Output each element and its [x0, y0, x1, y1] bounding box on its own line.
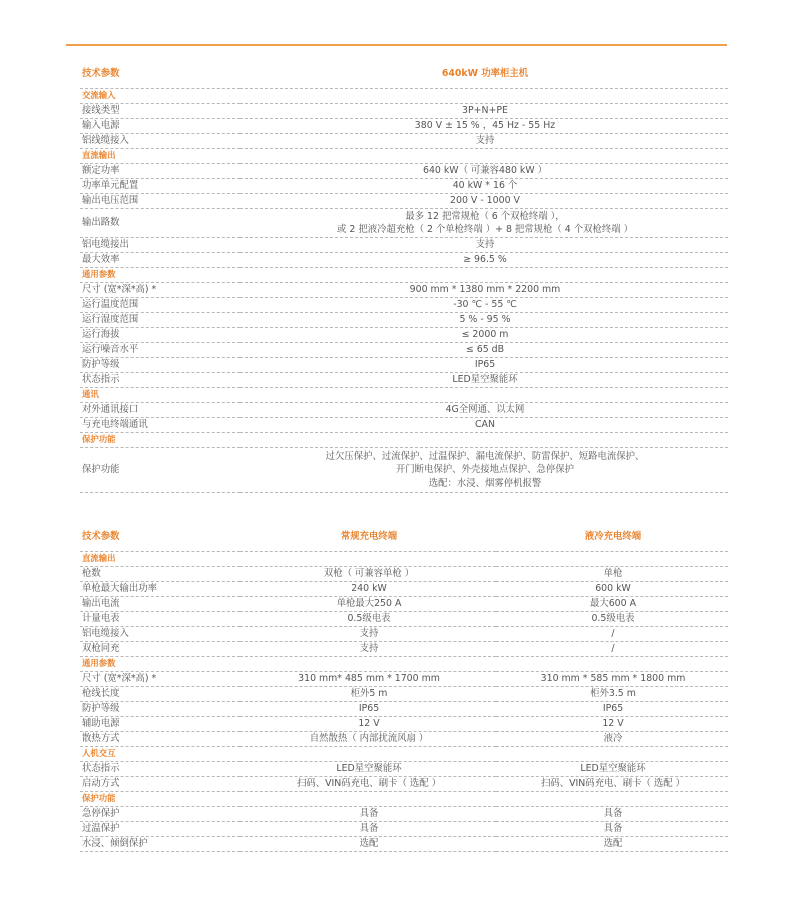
liquid-cooled-terminal-value: LED星空聚能环	[496, 762, 728, 777]
row-label: 铝电缆接出	[80, 238, 240, 253]
standard-terminal-value: 0.5级电表	[240, 612, 496, 627]
section-row	[80, 149, 728, 164]
row-label: 输出路数	[80, 209, 240, 238]
row-label: 最大效率	[80, 253, 240, 268]
row-value	[240, 373, 728, 388]
table-row	[80, 253, 728, 268]
standard-terminal-value: 选配	[240, 837, 496, 852]
section-title: 保护功能	[80, 433, 728, 448]
standard-terminal-value: 扫码、VIN码充电、刷卡（ 选配 ）	[240, 777, 496, 792]
row-value	[240, 403, 728, 418]
row-value-line: LED星空聚能环	[452, 374, 518, 386]
row-label: 铝线缆接入	[80, 134, 240, 149]
header-liquid-cooled-terminal: 液冷充电终端	[496, 523, 728, 552]
row-value	[240, 448, 728, 493]
row-label: 枪数	[80, 567, 240, 582]
row-value	[240, 358, 728, 373]
row-label: 对外通讯接口	[80, 403, 240, 418]
liquid-cooled-terminal-value: 柜外3.5 m	[496, 687, 728, 702]
section-title: 保护功能	[80, 792, 728, 807]
row-value-line: 最多 12 把常规枪（ 6 个双枪终端 ），	[405, 210, 565, 222]
table-row	[80, 209, 728, 238]
table-row	[80, 179, 728, 194]
section-title: 直流输出	[80, 149, 728, 164]
charging-terminal-spec-table	[80, 523, 728, 852]
standard-terminal-value: 支持	[240, 642, 496, 657]
section-row	[80, 433, 728, 448]
table-row	[80, 448, 728, 493]
row-value	[240, 134, 728, 149]
row-value-line: 3P+N+PE	[462, 105, 508, 117]
standard-terminal-value: 支持	[240, 627, 496, 642]
section-row	[80, 89, 728, 104]
row-value-line: CAN	[475, 419, 495, 431]
row-value	[240, 119, 728, 134]
standard-terminal-value: IP65	[240, 702, 496, 717]
row-value-line: 过欠压保护、过流保护、过温保护、漏电流保护、防雷保护、短路电流保护、	[325, 450, 645, 462]
row-value	[240, 179, 728, 194]
section-title: 人机交互	[80, 747, 728, 762]
section-row	[80, 792, 728, 807]
row-label: 铝电缆接入	[80, 627, 240, 642]
standard-terminal-value: 12 V	[240, 717, 496, 732]
liquid-cooled-terminal-value: 600 kW	[496, 582, 728, 597]
row-label: 尺寸 (宽*深*高) *	[80, 283, 240, 298]
row-label: 功率单元配置	[80, 179, 240, 194]
row-value-line: 40 kW * 16 个	[452, 180, 518, 192]
liquid-cooled-terminal-value: 最大600 A	[496, 597, 728, 612]
row-value-line: -30 ℃ - 55 ℃	[453, 299, 517, 311]
row-label: 输出电压范围	[80, 194, 240, 209]
row-label: 接线类型	[80, 104, 240, 119]
table-row	[80, 328, 728, 343]
row-value-line: 支持	[475, 135, 495, 147]
row-label: 辅助电源	[80, 717, 240, 732]
standard-terminal-value: 双枪（ 可兼容单枪 ）	[240, 567, 496, 582]
row-value-line: ≤ 65 dB	[465, 344, 505, 356]
row-value-line: 或 2 把液冷超充枪（ 2 个单枪终端 ）+ 8 把常规枪（ 4 个双枪终端 ）	[337, 224, 633, 235]
liquid-cooled-terminal-value: 具备	[496, 822, 728, 837]
row-value-line: 4G全网通、以太网	[445, 404, 525, 416]
liquid-cooled-terminal-value: 12 V	[496, 717, 728, 732]
row-label: 运行海拔	[80, 328, 240, 343]
row-value-line: 开门断电保护、外壳接地点保护、急停保护	[395, 464, 575, 476]
table-row	[80, 807, 728, 822]
header-product: 640kW 功率柜主机	[240, 60, 728, 89]
row-value	[240, 253, 728, 268]
liquid-cooled-terminal-value: /	[496, 642, 728, 657]
table-row	[80, 313, 728, 328]
section-row	[80, 552, 728, 567]
table-row	[80, 717, 728, 732]
row-value-line: 640 kW（ 可兼容480 kW ）	[423, 165, 547, 177]
table-row	[80, 567, 728, 582]
liquid-cooled-terminal-value: 单枪	[496, 567, 728, 582]
table-row	[80, 373, 728, 388]
row-value-line: 5 % - 95 %	[459, 314, 511, 326]
row-label: 运行湿度范围	[80, 313, 240, 328]
table-row	[80, 837, 728, 852]
row-label: 尺寸 (宽*深*高) *	[80, 672, 240, 687]
row-value-line: 200 V - 1000 V	[450, 195, 520, 207]
table-row	[80, 762, 728, 777]
liquid-cooled-terminal-value: 310 mm * 585 mm * 1800 mm	[496, 672, 728, 687]
standard-terminal-value: 310 mm* 485 mm * 1700 mm	[240, 672, 496, 687]
liquid-cooled-terminal-value: 扫码、VIN码充电、刷卡（ 选配 ）	[496, 777, 728, 792]
table-row	[80, 358, 728, 373]
table-row	[80, 672, 728, 687]
row-label: 启动方式	[80, 777, 240, 792]
row-label: 防护等级	[80, 702, 240, 717]
table-row	[80, 343, 728, 358]
table-row	[80, 777, 728, 792]
row-value	[240, 343, 728, 358]
table-row	[80, 822, 728, 837]
standard-terminal-value: LED星空聚能环	[240, 762, 496, 777]
row-value-line: IP65	[474, 359, 496, 371]
standard-terminal-value: 自然散热（ 内部扰流风扇 ）	[240, 732, 496, 747]
row-value	[240, 328, 728, 343]
liquid-cooled-terminal-value: /	[496, 627, 728, 642]
row-label: 状态指示	[80, 762, 240, 777]
row-value	[240, 104, 728, 119]
row-label: 运行温度范围	[80, 298, 240, 313]
row-value	[240, 313, 728, 328]
row-label: 运行噪音水平	[80, 343, 240, 358]
row-value	[240, 298, 728, 313]
liquid-cooled-terminal-value: 具备	[496, 807, 728, 822]
section-title: 通讯	[80, 388, 728, 403]
standard-terminal-value: 柜外5 m	[240, 687, 496, 702]
table-row	[80, 612, 728, 627]
table-row	[80, 238, 728, 253]
row-label: 状态指示	[80, 373, 240, 388]
row-value	[240, 418, 728, 433]
section-title: 直流输出	[80, 552, 728, 567]
standard-terminal-value: 具备	[240, 807, 496, 822]
row-label: 单枪最大输出功率	[80, 582, 240, 597]
top-divider	[66, 44, 727, 46]
table-row	[80, 164, 728, 179]
table-row	[80, 627, 728, 642]
table-row	[80, 134, 728, 149]
header-param: 技术参数	[80, 60, 240, 89]
standard-terminal-value: 具备	[240, 822, 496, 837]
liquid-cooled-terminal-value: 0.5级电表	[496, 612, 728, 627]
table-header-row	[80, 523, 728, 552]
power-cabinet-spec-table	[80, 60, 728, 493]
row-value	[240, 209, 728, 238]
table-row	[80, 582, 728, 597]
table-row	[80, 194, 728, 209]
liquid-cooled-terminal-value: 液冷	[496, 732, 728, 747]
section-title: 交流输入	[80, 89, 728, 104]
standard-terminal-value: 单枪最大250 A	[240, 597, 496, 612]
row-label: 枪线长度	[80, 687, 240, 702]
row-value-line: ≤ 2000 m	[461, 329, 509, 341]
section-row	[80, 747, 728, 762]
section-title: 通用参数	[80, 657, 728, 672]
row-value-line: 选配：水浸、烟雾停机报警	[428, 477, 542, 489]
row-label: 与充电终端通讯	[80, 418, 240, 433]
row-label: 计量电表	[80, 612, 240, 627]
row-label: 急停保护	[80, 807, 240, 822]
section-row	[80, 657, 728, 672]
section-row	[80, 268, 728, 283]
row-label: 防护等级	[80, 358, 240, 373]
row-label: 散热方式	[80, 732, 240, 747]
table-row	[80, 418, 728, 433]
table-row	[80, 597, 728, 612]
table-row	[80, 403, 728, 418]
row-label: 输出电流	[80, 597, 240, 612]
table-row	[80, 104, 728, 119]
table-row	[80, 732, 728, 747]
standard-terminal-value: 240 kW	[240, 582, 496, 597]
row-value-line: 380 V ± 15 % ，45 Hz - 55 Hz	[414, 120, 556, 132]
table-row	[80, 702, 728, 717]
header-standard-terminal: 常规充电终端	[240, 523, 496, 552]
row-value	[240, 238, 728, 253]
table-row	[80, 283, 728, 298]
table-row	[80, 119, 728, 134]
liquid-cooled-terminal-value: 选配	[496, 837, 728, 852]
row-label: 保护功能	[80, 448, 240, 493]
table-row	[80, 298, 728, 313]
row-value-line: 支持	[475, 239, 495, 251]
row-value-line: ≥ 96.5 %	[463, 254, 507, 266]
row-label: 双枪同充	[80, 642, 240, 657]
row-label: 过温保护	[80, 822, 240, 837]
row-value	[240, 164, 728, 179]
liquid-cooled-terminal-value: IP65	[496, 702, 728, 717]
row-label: 水浸、倾倒保护	[80, 837, 240, 852]
table-header-row	[80, 60, 728, 89]
row-value	[240, 194, 728, 209]
row-label: 额定功率	[80, 164, 240, 179]
header-param: 技术参数	[80, 523, 240, 552]
table-row	[80, 687, 728, 702]
row-label: 输入电源	[80, 119, 240, 134]
row-value-line: 900 mm * 1380 mm * 2200 mm	[409, 284, 561, 296]
section-row	[80, 388, 728, 403]
row-value	[240, 283, 728, 298]
table-row	[80, 642, 728, 657]
section-title: 通用参数	[80, 268, 728, 283]
